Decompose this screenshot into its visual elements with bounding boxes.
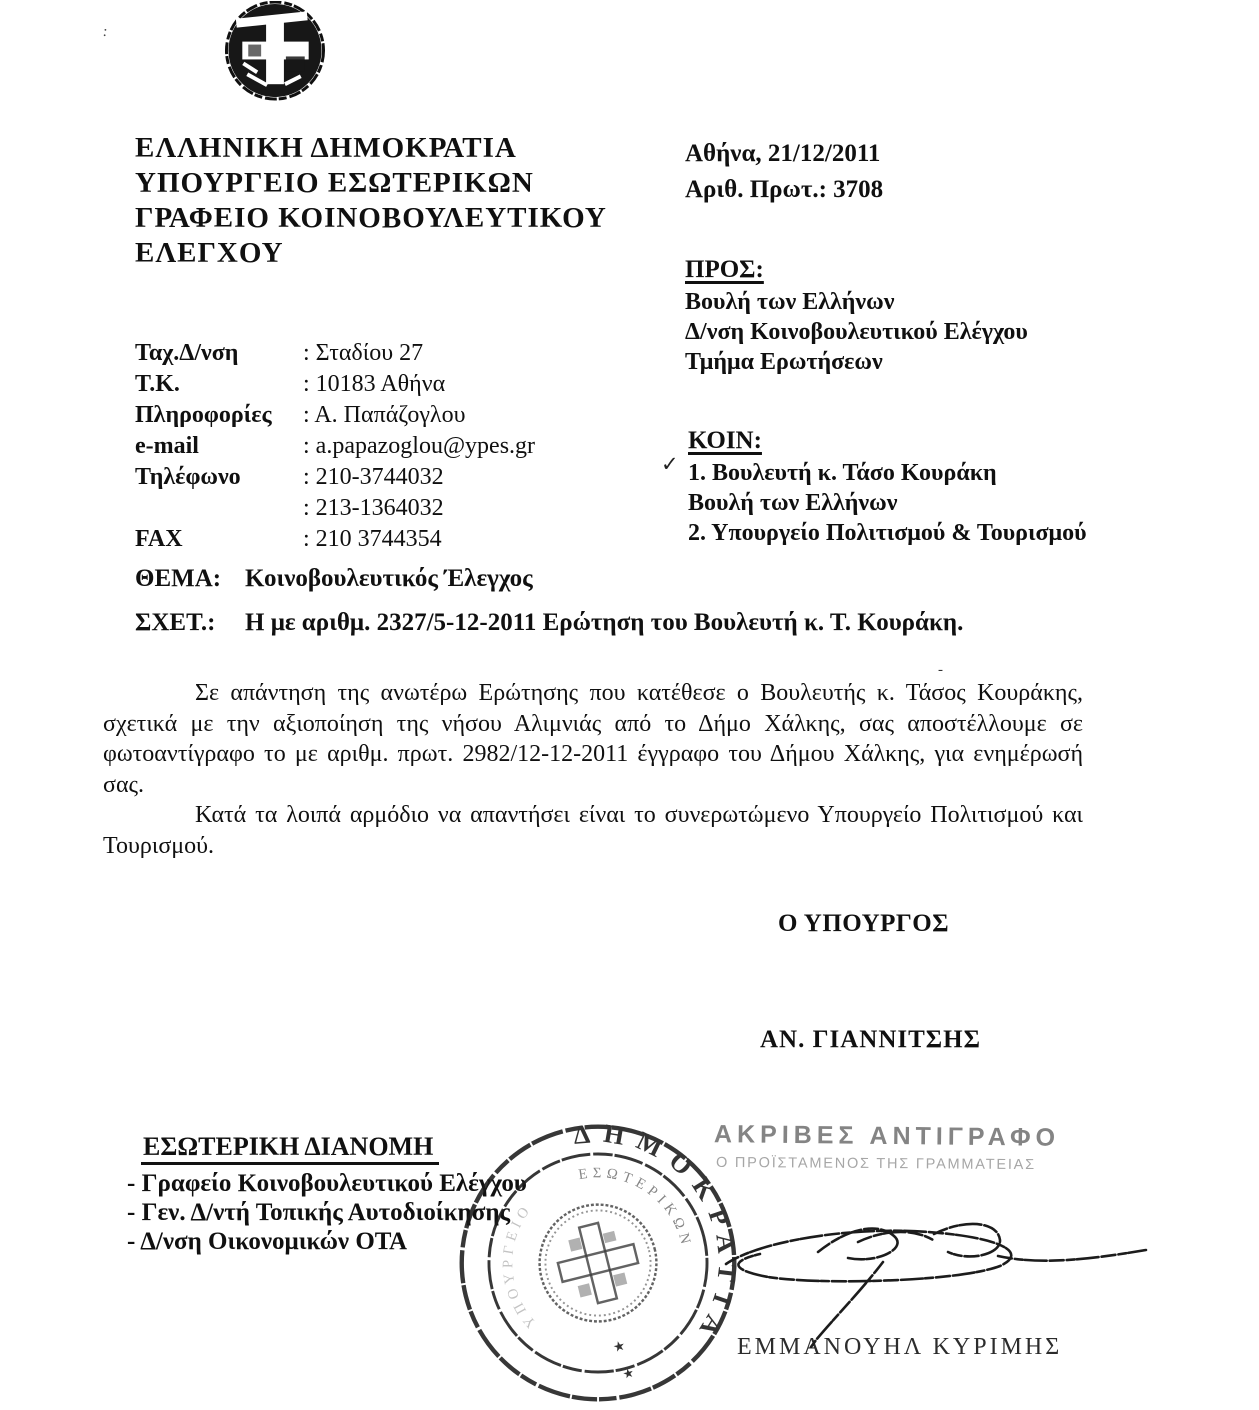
reference-text: Η με αριθμ. 2327/5-12-2011 Ερώτηση του Βουλευτή κ. Τ. Κουράκη. [245, 609, 964, 636]
recipient-label: ΠΡΟΣ: [685, 256, 764, 283]
minister-name: ΑΝ. ΓΙΑΝΝΙΤΣΗΣ [760, 1026, 981, 1053]
contact-value: : a.papazoglou@ypes.gr [303, 433, 536, 459]
protocol-number: Αριθ. Πρωτ.: 3708 [685, 176, 884, 203]
cc-block [688, 426, 1087, 548]
contact-value: : 210-3744032 [303, 464, 444, 490]
city-date: Αθήνα, 21/12/2011 [685, 140, 881, 167]
coat-of-arms-emblem [222, 1, 328, 104]
handwritten-checkmark: ✓ [661, 452, 679, 476]
stamp-inner-ring-text: ΕΣΩΤΕΡΙΚΩΝ [577, 1165, 695, 1251]
sender-org-block [135, 131, 615, 271]
certified-copy-stamp-text: ΑΚΡΙΒΕΣ ΑΝΤΙΓΡΑΦΟ [713, 1120, 1061, 1152]
contact-value: : 210 3744354 [303, 526, 442, 552]
subject-text: Κοινοβουλευτικός Έλεγχος [245, 565, 533, 592]
stamp-outer-ring-text: ΔΗΜΟΚΡΑΤΙΑ [572, 1118, 743, 1352]
contact-label [135, 493, 303, 524]
letter-body [103, 678, 1083, 862]
svg-text:ΥΠΟΥΡΓΕΙΟ [484, 1198, 564, 1334]
recipient-line: Δ/νση Κοινοβουλευτικού Ελέγχου [685, 319, 1028, 345]
contact-row [135, 338, 615, 369]
recipient-line: Βουλή των Ελλήνων [685, 289, 895, 315]
recipient-line: Τμήμα Ερωτήσεων [685, 349, 883, 375]
body-paragraph: Κατά τα λοιπά αρμόδιο να απαντήσει είναι το συνερωτώμενο Υπουργείο Πολιτισμού και Τουρισμού. [103, 802, 1083, 859]
distribution-item: - Γεν. Δ/ντή Τοπικής Αυτοδιοίκησης [127, 1199, 511, 1226]
contact-value: : 213-1364032 [303, 495, 444, 521]
contact-label: FAX [135, 526, 183, 552]
date-protocol-block [685, 136, 883, 208]
body-paragraph: Σε απάντηση της ανωτέρω Ερώτησης που κατέθεσε ο Βουλευτής κ. Τάσος Κουράκης, σχετικά με την αξιοποίηση της νήσου Αλιμνιάς από το Δήμο Χάλκης, σας αποστέλλουμε σε φωτοαντίγραφο το με αριθμ. πρωτ. 2982/12-12-2011 έγγραφο του Δήμου Χάλκης, για ενημέρωσή σας. [103, 680, 1083, 798]
stamp-star-icon: ★ [620, 1364, 636, 1382]
contact-value: : Α. Παπάζογλου [303, 402, 466, 428]
certifier-title-stamp-text: Ο ΠΡΟΪΣΤΑΜΕΝΟΣ ΤΗΣ ΓΡΑΜΜΑΤΕΙΑΣ [715, 1154, 1036, 1174]
stamp-star-icon: ★ [611, 1337, 628, 1357]
recipient-block [685, 255, 1028, 377]
contact-label: Ταχ.Δ/νση [135, 340, 239, 366]
contact-block [135, 338, 615, 555]
minister-title: Ο ΥΠΟΥΡΓΟΣ [778, 910, 950, 937]
reference-label: ΣΧΕΤ.: [135, 609, 216, 636]
org-line: ΥΠΟΥΡΓΕΙΟ ΕΣΩΤΕΡΙΚΩΝ [135, 167, 534, 199]
cc-label: ΚΟΙΝ: [688, 427, 762, 454]
contact-row [135, 369, 615, 400]
contact-value: : 10183 Αθήνα [303, 371, 446, 397]
contact-label: Τηλέφωνο [135, 464, 241, 490]
subject-row [135, 565, 1135, 593]
contact-label: e-mail [135, 433, 199, 459]
contact-row [135, 524, 615, 555]
cc-line: 1. Βουλευτή κ. Τάσο Κουράκη [688, 460, 997, 486]
stamp-inner-ring-text: ΥΠΟΥΡΓΕΙΟ [500, 1200, 540, 1331]
scan-artifact: - [938, 662, 943, 678]
contact-value: : Σταδίου 27 [303, 340, 424, 366]
contact-row [135, 431, 615, 462]
cc-line: Βουλή των Ελλήνων [688, 490, 898, 516]
distribution-item: - Δ/νση Οικονομικών ΟΤΑ [127, 1228, 408, 1255]
org-line: ΓΡΑΦΕΙΟ ΚΟΙΝΟΒΟΥΛΕΥΤΙΚΟΥ [135, 202, 607, 234]
subject-label: ΘΕΜΑ: [135, 565, 222, 592]
contact-row [135, 462, 615, 493]
internal-distribution-title: ΕΣΩΤΕΡΙΚΗ ΔΙΑΝΟΜΗ [141, 1132, 439, 1165]
org-line: ΕΛΛΗΝΙΚΗ ΔΗΜΟΚΡΑΤΙΑ [135, 132, 517, 164]
contact-label: Πληροφορίες [135, 402, 272, 428]
scan-artifact: : [101, 23, 109, 41]
stamp-cross-emblem [551, 1216, 645, 1310]
distribution-item: - Γραφείο Κοινοβουλευτικού Ελέγχου [127, 1170, 527, 1197]
contact-label: Τ.Κ. [135, 371, 180, 397]
contact-row [135, 400, 615, 431]
reference-row [135, 609, 1135, 637]
cc-line: 2. Υπουργείο Πολιτισμού & Τουρισμού [688, 520, 1087, 546]
contact-row [135, 493, 615, 524]
org-line: ΕΛΕΓΧΟΥ [135, 237, 284, 269]
certifier-name: ΕΜΜΑΝΟΥΗΛ ΚΥΡΙΜΗΣ [737, 1334, 1063, 1360]
